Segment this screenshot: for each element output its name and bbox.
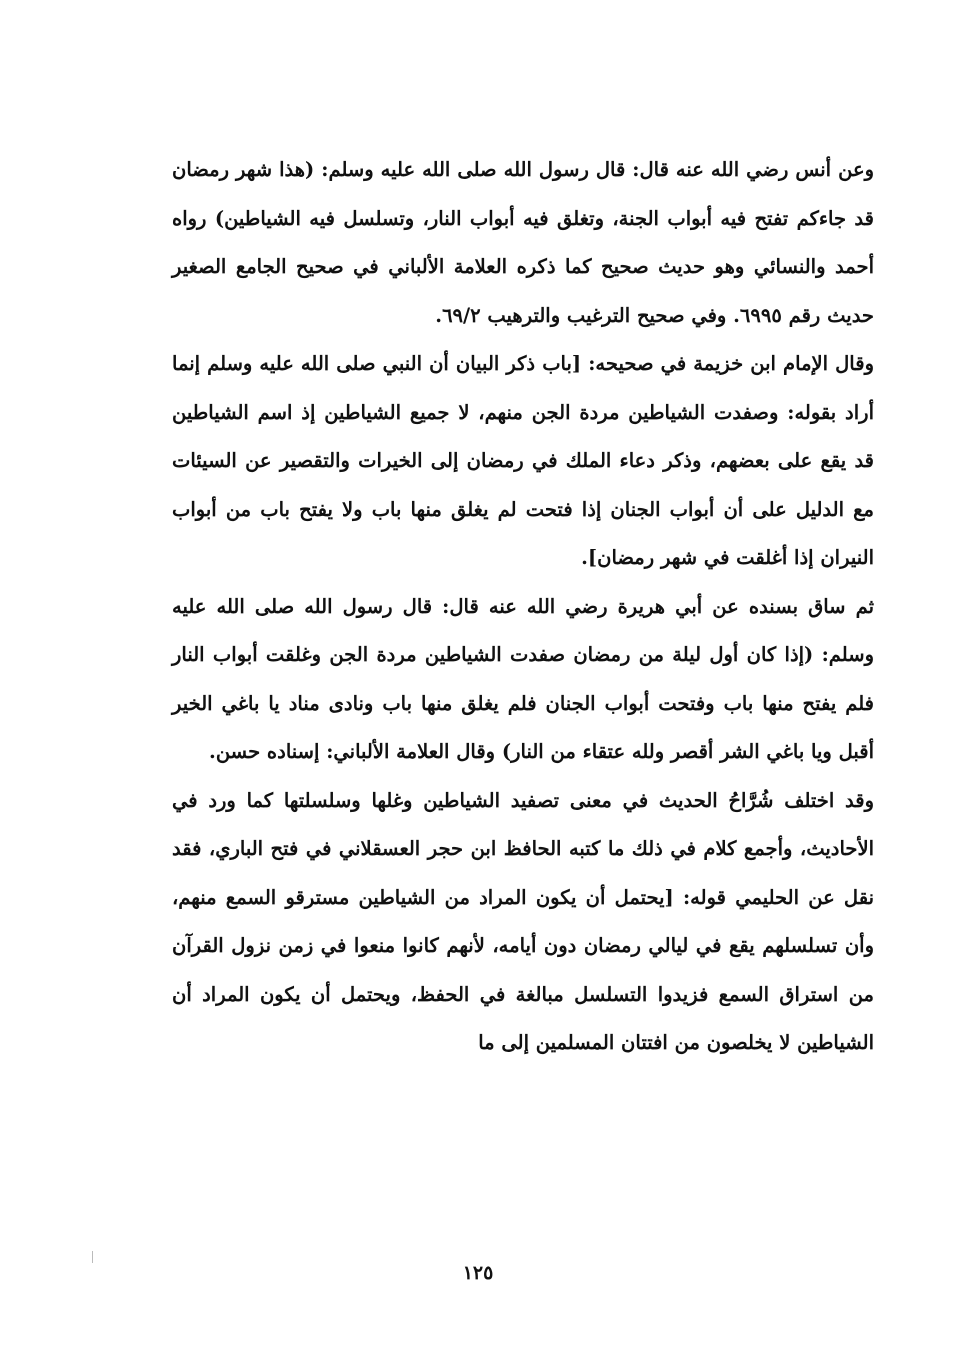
paragraph-ibn-khuzaymah: وقال الإمام ابن خزيمة في صحيحه: [باب ذكر البيان أن النبي صلى الله عليه وسلم إنما أراد بقوله: وصفدت الشياطين مردة الجن منهم، لا جميع الشياطين إذ اسم الشياطين قد يقع على بعضهم، وذكر دعاء الملك في رمضان إلى الخيرات والتقصير عن السيئات مع الدليل على أن أبواب الجنان إذا فتحت لم يغلق منها باب ولا يفتح باب من أبواب النيران إذا أغلقت في شهر رمضان]. <box>172 352 874 569</box>
body-text <box>172 146 874 1068</box>
paragraph-anas-hadith: وعن أنس رضي الله عنه قال: قال رسول الله صلى الله عليه وسلم: (هذا شهر رمضان قد جاءكم تفتح فيه أبواب الجنة، وتغلق فيه أبواب النار، وتسلسل فيه الشياطين) رواه أحمد والنسائي وهو حديث صحيح كما ذكره العلامة الألباني في صحيح الجامع الصغير حديث رقم ٦٩٩٥. وفي صحيح الترغيب والترهيب ٦٩/٢. <box>172 158 874 327</box>
paragraph-abu-hurayrah-hadith: ثم ساق بسنده عن أبي هريرة رضي الله عنه قال: قال رسول الله صلى الله عليه وسلم: (إذا كان أول ليلة من رمضان صفدت الشياطين مردة الجن وغلقت أبواب النار فلم يفتح منها باب وفتحت أبواب الجنان فلم يغلق منها باب ونادى مناد يا باغي الخير أقبل ويا باغي الشر أقصر ولله عتقاء من النار) وقال العلامة الألباني: إسناده حسن. <box>172 594 874 763</box>
page-number: ١٢٥ <box>462 1262 494 1284</box>
paragraph-commentators: وقد اختلف شُرَّاحُ الحديث في معنى تصفيد الشياطين وغلها وسلسلتها كما ورد في الأحاديث، وأجمع كلام في ذلك ما كتبه الحافظ ابن حجر العسقلاني في فتح الباري، فقد نقل عن الحليمي قوله: [يحتمل أن يكون المراد من الشياطين مسترقو السمع منهم، وأن تسلسلهم يقع في ليالي رمضان دون أيامه، لأنهم كانوا منعوا في زمن نزول القرآن من استراق السمع فزيدوا التسلسل مبالغة في الحفظ، ويحتمل أن يكون المراد أن الشياطين لا يخلصون من افتتان المسلمين إلى ما <box>172 788 874 1054</box>
